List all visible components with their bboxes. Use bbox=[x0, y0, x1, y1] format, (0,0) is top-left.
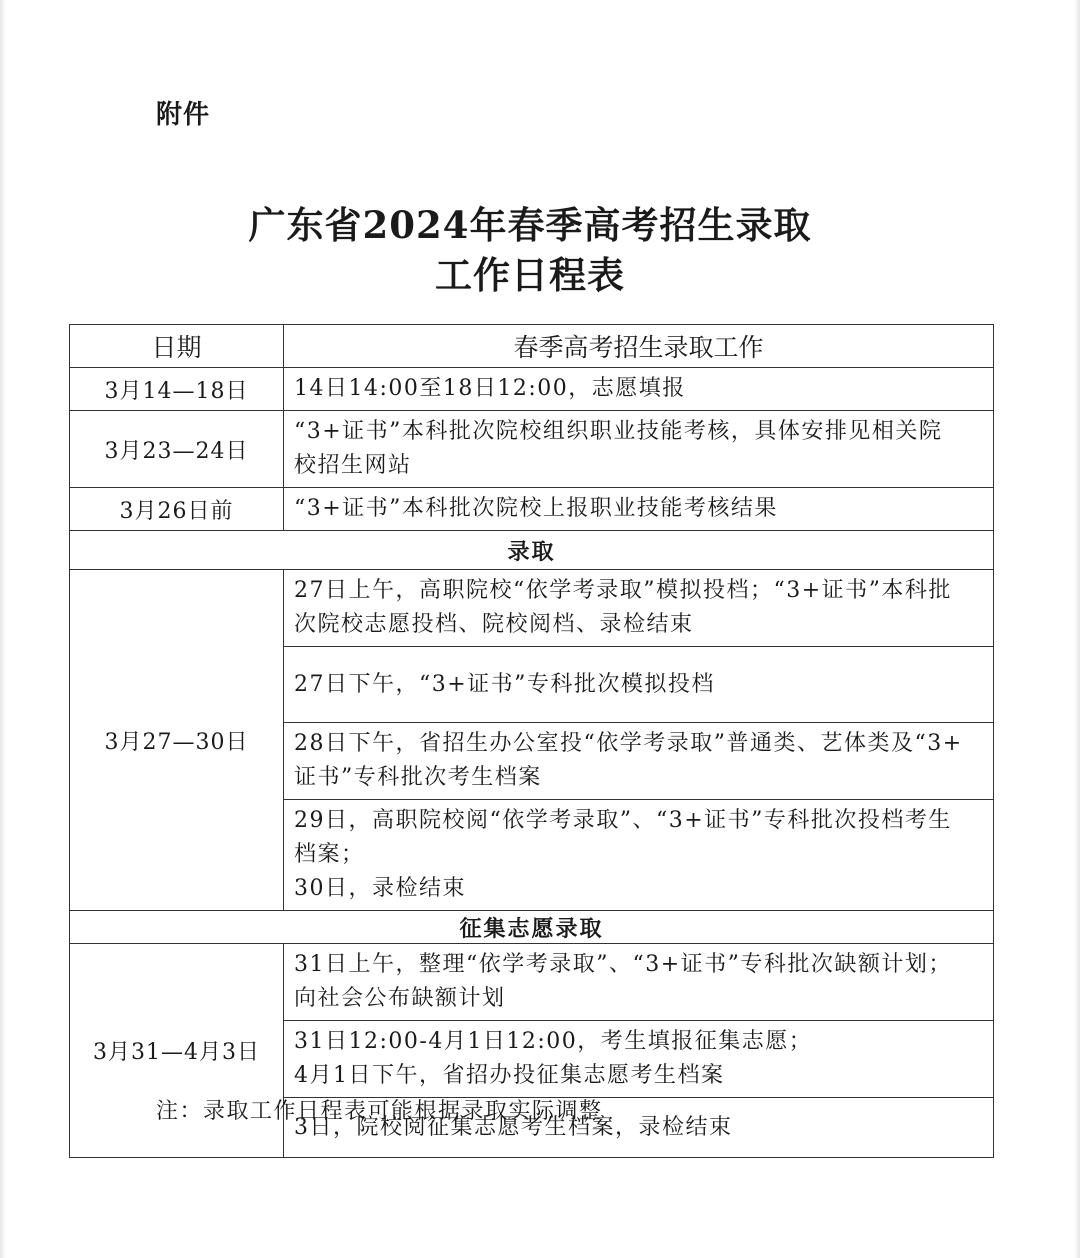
row-work bbox=[284, 800, 994, 911]
work-line: 次院校志愿投档、院校阅档、录检结束 bbox=[294, 612, 694, 637]
table-row bbox=[70, 488, 994, 531]
header-work: 春季高考招生录取工作 bbox=[284, 325, 994, 368]
work-line: 31日12:00-4月1日12:00，考生填报征集志愿； bbox=[294, 1029, 813, 1054]
footnote: 注：录取工作日程表可能根据录取实际调整 bbox=[156, 1099, 603, 1124]
header-date: 日期 bbox=[70, 325, 284, 368]
row-date: 3月23—24日 bbox=[70, 411, 284, 488]
work-line: 3日，院校阅征集志愿考生档案，录检结束 bbox=[294, 1114, 733, 1140]
schedule-table bbox=[69, 324, 994, 1158]
work-line: 向社会公布缺额计划 bbox=[294, 986, 506, 1011]
table-header-row bbox=[70, 325, 994, 368]
row-date: 3月14—18日 bbox=[70, 368, 284, 411]
section-header-row bbox=[70, 911, 994, 944]
work-line: 28日下午，省招生办公室投“依学考录取”普通类、艺体类及“3+ bbox=[294, 731, 963, 756]
work-line: 证书”专科批次考生档案 bbox=[294, 765, 542, 790]
section-header-row bbox=[70, 531, 994, 570]
work-line: “3+证书”本科批次院校组织职业技能考核，具体安排见相关院 bbox=[294, 419, 943, 444]
table-row bbox=[70, 570, 994, 647]
row-work bbox=[284, 570, 994, 647]
work-line: 4月1日下午，省招办投征集志愿考生档案 bbox=[294, 1063, 725, 1088]
work-line: “3+证书”本科批次院校上报职业技能考核结果 bbox=[294, 496, 778, 521]
work-line: 档案； bbox=[294, 842, 365, 867]
row-work bbox=[284, 1021, 994, 1098]
document-title-line1: 广东省2024年春季高考招生录取 bbox=[248, 203, 812, 247]
row-work bbox=[284, 723, 994, 800]
work-line: 29日，高职院校阅“依学考录取”、“3+证书”专科批次投档考生 bbox=[294, 808, 952, 833]
page-edge-left bbox=[0, 0, 6, 1258]
row-work bbox=[284, 368, 994, 411]
work-line: 27日下午，“3+证书”专科批次模拟投档 bbox=[294, 671, 715, 697]
section-admission-title: 录取 bbox=[70, 531, 994, 570]
table-row bbox=[70, 368, 994, 411]
work-line: 31日上午，整理“依学考录取”、“3+证书”专科批次缺额计划； bbox=[294, 952, 952, 977]
row-date: 3月26日前 bbox=[70, 488, 284, 531]
row-date: 3月31—4月3日 bbox=[70, 944, 284, 1158]
row-work bbox=[284, 411, 994, 488]
table-row bbox=[70, 944, 994, 1021]
work-line: 30日，录检结束 bbox=[294, 876, 466, 901]
work-line: 14日14:00至18日12:00，志愿填报 bbox=[294, 376, 686, 401]
section-supplementary-title: 征集志愿录取 bbox=[70, 911, 994, 944]
row-date: 3月27—30日 bbox=[70, 570, 284, 911]
page-edge-right bbox=[1074, 0, 1080, 1258]
work-line: 27日上午，高职院校“依学考录取”模拟投档；“3+证书”本科批 bbox=[294, 578, 952, 603]
table-row bbox=[70, 411, 994, 488]
row-work bbox=[284, 488, 994, 531]
row-work bbox=[284, 944, 994, 1021]
work-line: 校招生网站 bbox=[294, 453, 412, 478]
attachment-label: 附件 bbox=[156, 100, 211, 130]
document-title-line2: 工作日程表 bbox=[435, 253, 625, 297]
row-work bbox=[284, 647, 994, 723]
